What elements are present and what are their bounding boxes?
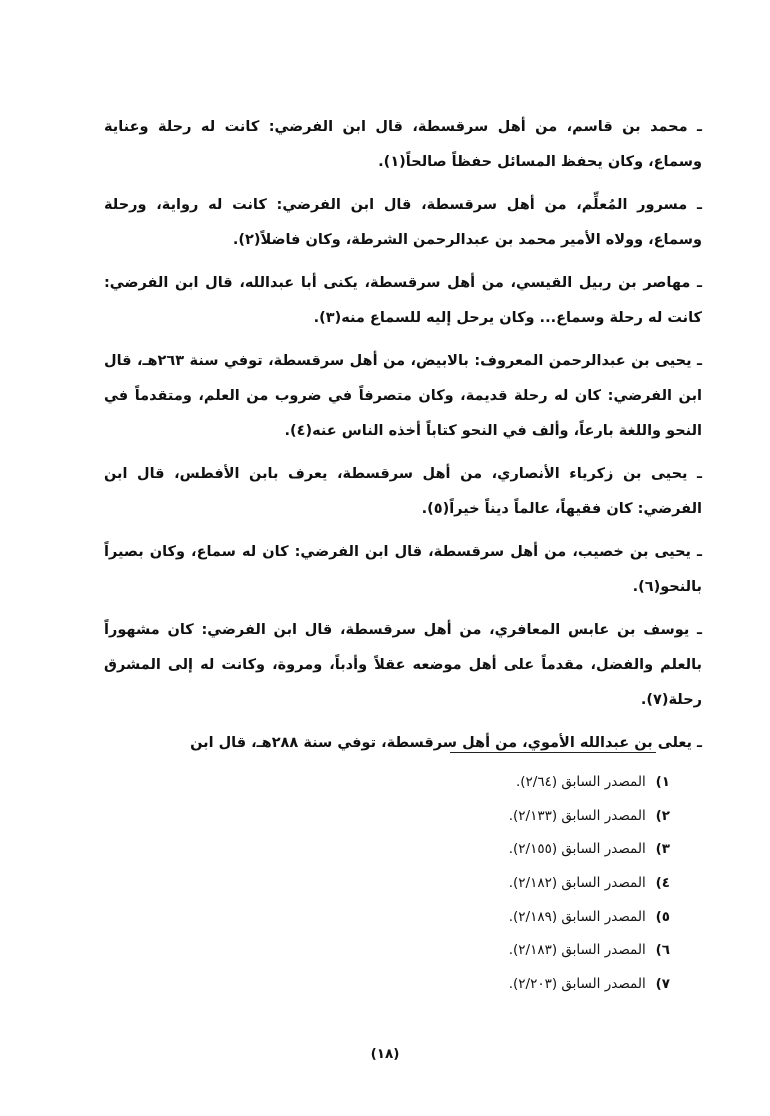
- footnote-item: [370, 800, 670, 834]
- footnote-item: [370, 833, 670, 867]
- entry-paragraph: ـ يوسف بن عابس المعافري، من أهل سرقسطة، قال ابن الفرضي: كان مشهوراً بالعلم والفضل، مقدماً على أهل موضعه عقلاً وأدباً، ومروة، وكانت له إلى المشرق رحلة(٧).: [104, 622, 702, 708]
- footnote-number: ٥): [655, 908, 670, 925]
- footnote-item: [370, 934, 670, 968]
- footnote-text: المصدر السابق (٢/١٥٥).: [508, 841, 646, 858]
- footnote-item: [370, 867, 670, 901]
- footnote-text: المصدر السابق (٢/١٨٩).: [508, 908, 646, 925]
- footnote-text: المصدر السابق (٢/١٨٢).: [508, 875, 646, 892]
- entry-paragraph: ـ يعلى بن عبدالله الأموي، من أهل سرقسطة، توفي سنة ٢٨٨هـ، قال ابن: [190, 735, 702, 751]
- entry-paragraph: ـ يحيى بن زكرياء الأنصاري، من أهل سرقسطة، يعرف بابن الأفطس، قال ابن الفرضي: كان فقيهاً، عالماً ديناً خيراً(٥).: [104, 466, 702, 517]
- footnote-number: ٢): [655, 807, 670, 824]
- footnote-text: المصدر السابق (٢/١٣٣).: [508, 807, 646, 824]
- footnote-number: ٦): [655, 942, 670, 959]
- footnote-item: [370, 968, 670, 1002]
- footnote-text: المصدر السابق (٢/٦٤).: [515, 774, 646, 790]
- footnote-divider: [450, 752, 656, 753]
- footnote-number: ٧): [655, 976, 670, 993]
- footnote-item: [370, 766, 670, 800]
- entry-paragraph: ـ مسرور المُعلِّم، من أهل سرقسطة، قال ابن الفرضي: كانت له رواية، ورحلة وسماع، وولاه الأمير محمد بن عبدالرحمن الشرطة، وكان فاضلاً(٢).: [104, 197, 702, 248]
- entry-paragraph: ـ يحيى بن عبدالرحمن المعروف: بالابيض، من أهل سرقسطة، توفي سنة ٢٦٣هـ، قال ابن الفرضي: كان له رحلة قديمة، وكان متصرفاً في ضروب من العلم، ومتقدماً في النحو واللغة بارعاً، وألف في النحو كتاباً أخذه الناس عنه(٤).: [104, 353, 702, 439]
- footnotes-list: [370, 766, 670, 1002]
- footnote-number: ٣): [655, 841, 670, 858]
- page-number: (١٨): [370, 1046, 400, 1062]
- footnote-text: المصدر السابق (٢/٢٠٣).: [508, 976, 646, 993]
- entry-paragraph: ـ يحيى بن خصيب، من أهل سرقسطة، قال ابن الفرضي: كان له سماع، وكان بصيراً بالنحو(٦).: [104, 544, 702, 595]
- footnote-number: ٤): [655, 875, 670, 892]
- main-text: [104, 110, 702, 769]
- footnote-text: المصدر السابق (٢/١٨٣).: [508, 942, 646, 959]
- entry-paragraph: ـ محمد بن قاسم، من أهل سرقسطة، قال ابن الفرضي: كانت له رحلة وعناية وسماع، وكان يحفظ المسائل حفظاً صالحاً(١).: [104, 119, 702, 170]
- footnote-number: ١): [655, 774, 670, 790]
- entry-paragraph: ـ مهاصر بن ربيل القيسي، من أهل سرقسطة، يكنى أبا عبدالله، قال ابن الفرضي: كانت له رحلة وسماع... وكان يرحل إليه للسماع منه(٣).: [104, 275, 702, 326]
- footnote-item: [370, 901, 670, 935]
